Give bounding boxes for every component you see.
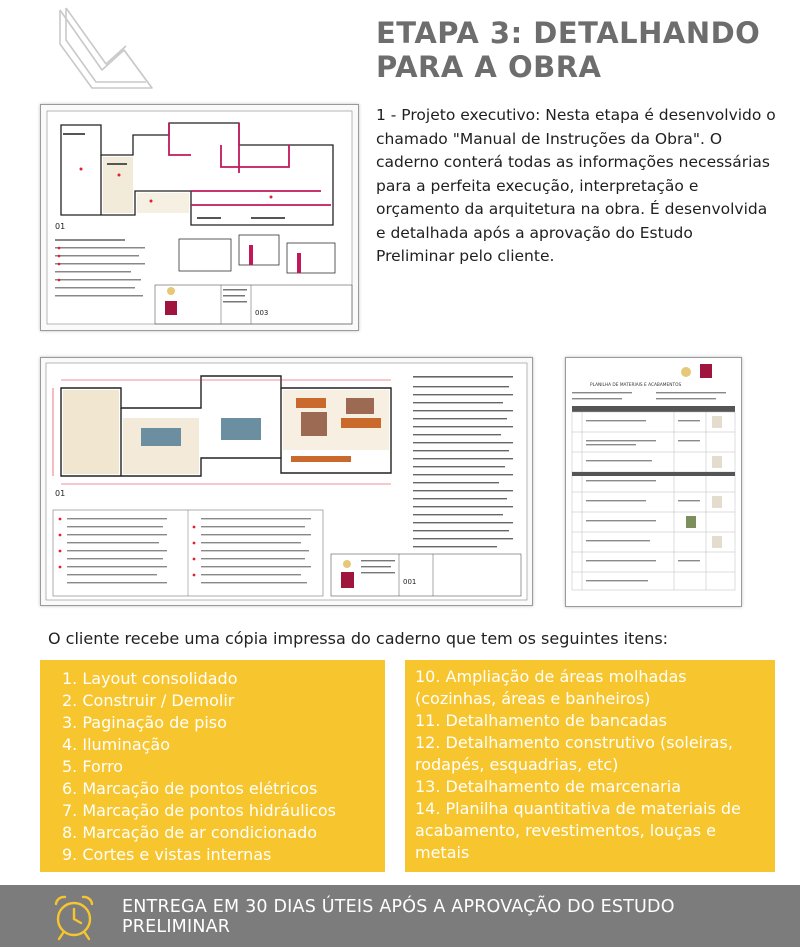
list-item: 10. Ampliação de áreas molhadas (cozinhas, áreas e banheiros): [415, 667, 687, 708]
list-item: 1. Layout consolidado: [62, 669, 238, 688]
title-line-2: PARA A OBRA: [376, 50, 602, 84]
page-title: [376, 16, 786, 84]
list-item: 4. Iluminação: [62, 735, 171, 754]
list-item: 13. Detalhamento de marcenaria: [415, 777, 681, 796]
delivery-text: ENTREGA EM 30 DIAS ÚTEIS APÓS A APROVAÇÃO DO ESTUDO PRELIMINAR: [122, 897, 675, 937]
items-list-right-box: [405, 660, 775, 872]
list-item: 3. Paginação de piso: [62, 713, 227, 732]
floor-plan-sheet-2: [40, 357, 533, 606]
list-item: 6. Marcação de pontos elétricos: [62, 779, 318, 798]
list-item: 11. Detalhamento de bancadas: [415, 711, 667, 730]
sheet1-sheet-number: 003: [255, 309, 269, 317]
alarm-clock-icon: [50, 892, 98, 942]
list-item: 5. Forro: [62, 757, 124, 776]
list-item: 12. Detalhamento construtivo (soleiras, rodapés, esquadrias, etc): [415, 733, 733, 774]
floor-plan-sheet-1: [40, 104, 359, 331]
list-item: 14. Planilha quantitativa de materiais de acabamento, revestimentos, louças e metais: [415, 799, 741, 862]
materials-table-sheet: [565, 357, 742, 607]
brand-logo-icon: [52, 4, 156, 94]
layout-plan-drawing: [41, 358, 532, 605]
title-line-1: ETAPA 3: DETALHANDO: [376, 16, 761, 50]
materials-table-drawing: [566, 358, 741, 606]
list-item: 8. Marcação de ar condicionado: [62, 823, 318, 842]
floor-plan-drawing: [41, 105, 358, 330]
list-item: 7. Marcação de pontos hidráulicos: [62, 801, 336, 820]
delivery-footer-banner: [0, 885, 800, 947]
sheet1-plan-label: 01: [55, 222, 66, 231]
sheet2-sheet-number: 001: [403, 578, 417, 586]
list-item: 2. Construir / Demolir: [62, 691, 235, 710]
sheet2-plan-label: 01: [55, 489, 66, 498]
client-copy-text: O cliente recebe uma cópia impressa do caderno que tem os seguintes itens:: [48, 629, 669, 648]
list-item: 9. Cortes e vistas internas: [62, 845, 272, 864]
items-list-right: [405, 660, 765, 864]
items-list-left-box: [40, 660, 385, 872]
items-list-left: [40, 660, 385, 866]
intro-paragraph: 1 - Projeto executivo: Nesta etapa é desenvolvido o chamado "Manual de Instruções da Obra". O caderno conterá todas as informações necessárias para a perfeita execução, interpretação e orçamento da arquitetura na obra. É desenvolvida e detalhada após a aprovação do Estudo Preliminar pelo cliente.: [376, 106, 776, 265]
table-title: PLANILHA DE MATERIAIS E ACABAMENTOS: [590, 383, 682, 388]
